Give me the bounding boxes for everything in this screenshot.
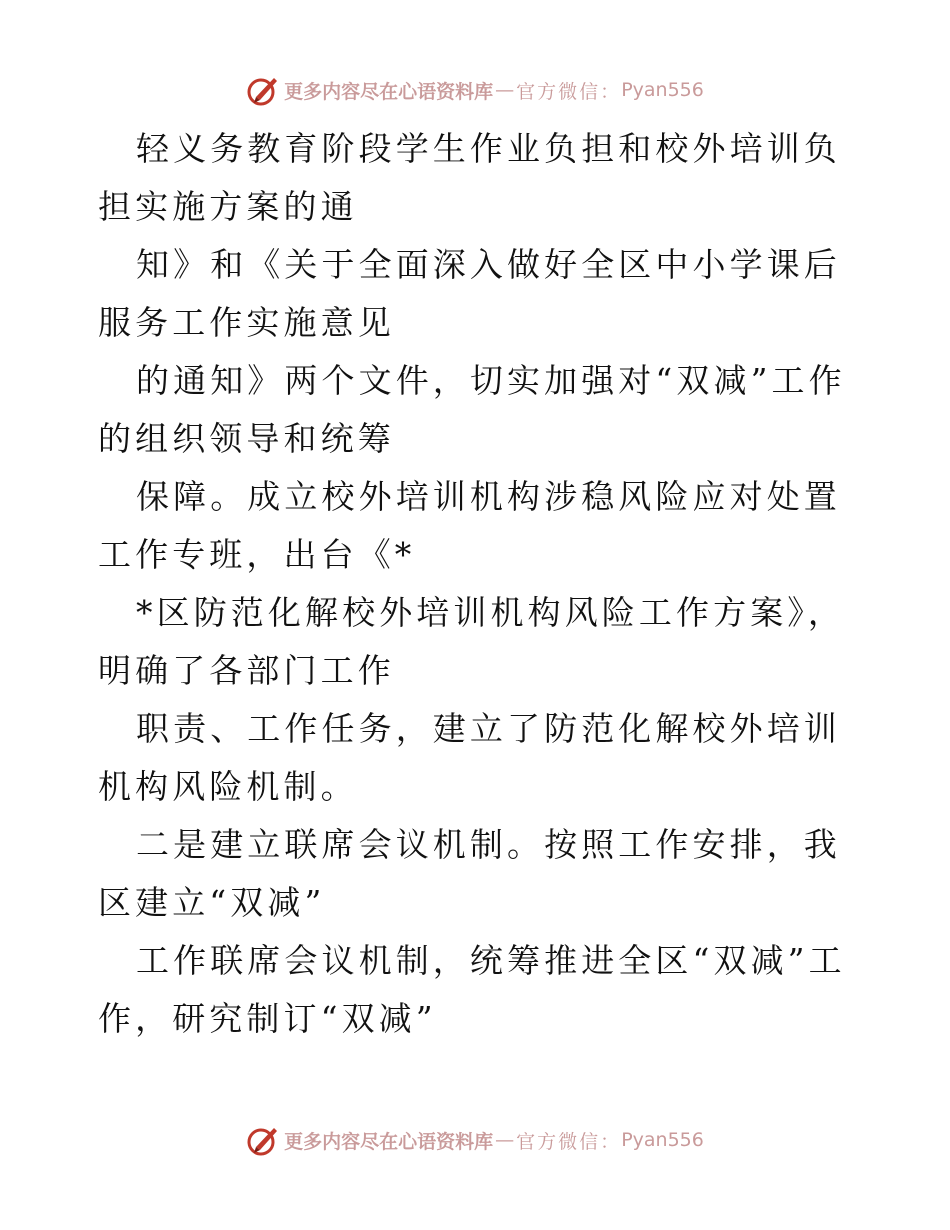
quill-pen-logo-icon — [246, 73, 280, 107]
watermark-dash: — — [495, 1129, 515, 1151]
watermark-brand-text: 更多内容尽在心语资料库 — [284, 80, 494, 103]
paragraph-6: 职责、工作任务，建立了防范化解校外培训机构风险机制。 — [98, 709, 841, 806]
watermark-dash: — — [495, 79, 515, 101]
paragraph-3: 的通知》两个文件，切实加强对“双减”工作的组织领导和统筹 — [98, 361, 846, 458]
paragraph-7: 二是建立联席会议机制。按照工作安排，我区建立“双减” — [98, 825, 841, 922]
quill-pen-logo-icon — [246, 1123, 280, 1157]
header-watermark — [0, 70, 950, 110]
footer-watermark — [0, 1120, 950, 1160]
watermark-wechat-id: Pyan556 — [621, 1129, 704, 1151]
paragraph-1: 轻义务教育阶段学生作业负担和校外培训负担实施方案的通 — [98, 129, 841, 226]
watermark-official-label: 官方微信： — [516, 80, 622, 103]
paragraph-8: 工作联席会议机制，统筹推进全区“双减”工作，研究制订“双减” — [98, 941, 846, 1038]
watermark-official-label: 官方微信： — [516, 1130, 622, 1153]
watermark-brand-text: 更多内容尽在心语资料库 — [284, 1130, 494, 1153]
paragraph-4: 保障。成立校外培训机构涉稳风险应对处置工作专班，出台《* — [98, 477, 841, 574]
document-body — [98, 120, 858, 1048]
paragraph-5: *区防范化解校外培训机构风险工作方案》，明确了各部门工作 — [98, 593, 845, 690]
watermark-wechat-id: Pyan556 — [621, 79, 704, 101]
paragraph-2: 知》和《关于全面深入做好全区中小学课后服务工作实施意见 — [98, 245, 841, 342]
